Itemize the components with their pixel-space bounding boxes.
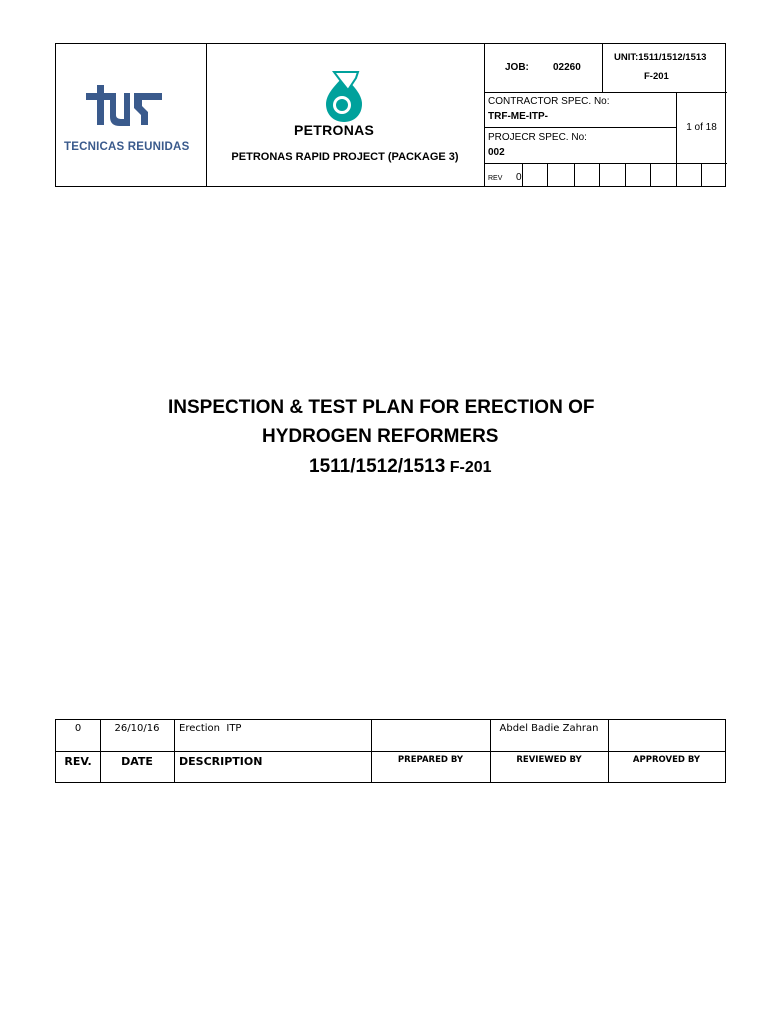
document-title-line-2: HYDROGEN REFORMERS	[262, 426, 499, 447]
row-rev: 0	[74, 723, 82, 734]
document-header	[55, 43, 726, 187]
header-divider	[602, 44, 603, 92]
table-col-divider	[174, 720, 175, 782]
header-divider	[484, 92, 727, 93]
header-divider	[484, 44, 485, 187]
header-divider	[676, 92, 677, 187]
header-divider	[484, 163, 727, 164]
rev-cell-divider	[522, 163, 523, 187]
rev-label: REV	[488, 175, 503, 182]
tecnicas-reunidas-logo	[64, 82, 196, 152]
table-col-divider	[371, 720, 372, 782]
row-date: 26/10/16	[114, 723, 160, 734]
row-description: Erection ITP	[179, 723, 242, 734]
petronas-logo-text: PETRONAS	[294, 122, 375, 138]
tr-mark-icon	[64, 82, 196, 132]
row-reviewed-by: Abdel Badie Zahran	[499, 723, 599, 734]
project-spec-label: PROJECR SPEC. No:	[488, 132, 587, 143]
header-approved-by: APPROVED BY	[632, 755, 701, 765]
document-title-line-1: INSPECTION & TEST PLAN FOR ERECTION OF	[168, 397, 595, 418]
project-spec-value: 002	[488, 147, 505, 158]
unit-label: UNIT:1511/1512/1513	[614, 52, 707, 63]
header-date: DATE	[121, 755, 153, 768]
rev-cell-divider	[574, 163, 575, 187]
rev-cell-divider	[547, 163, 548, 187]
revision-table	[55, 719, 726, 783]
contractor-spec-value: TRF-ME-ITP-	[488, 111, 548, 122]
unit-value: F-201	[644, 71, 669, 82]
document-title-line-3	[309, 456, 492, 478]
job-label: JOB:	[505, 62, 529, 73]
header-rev: REV.	[64, 755, 92, 768]
rev-value: 0	[516, 172, 522, 183]
petronas-logo	[206, 64, 484, 140]
header-reviewed-by: REVIEWED BY	[516, 755, 582, 765]
page-number: 1 of 18	[686, 122, 717, 133]
title-units: 1511/1512/1513	[309, 456, 446, 477]
job-value: 02260	[553, 62, 581, 73]
petronas-emblem-icon	[322, 68, 366, 124]
table-row-divider	[56, 751, 725, 752]
title-equipment: F-201	[449, 459, 492, 476]
table-col-divider	[608, 720, 609, 782]
rev-cell-divider	[650, 163, 651, 187]
header-divider	[484, 127, 676, 128]
rev-cell-divider	[599, 163, 600, 187]
rev-cell-divider	[625, 163, 626, 187]
contractor-spec-label: CONTRACTOR SPEC. No:	[488, 96, 610, 107]
header-prepared-by: PREPARED BY	[397, 755, 464, 765]
project-name: PETRONAS RAPID PROJECT (PACKAGE 3)	[231, 151, 459, 163]
header-description: DESCRIPTION	[179, 755, 263, 768]
rev-cell-divider	[701, 163, 702, 187]
tr-logo-text: TECNICAS REUNIDAS	[64, 141, 190, 153]
